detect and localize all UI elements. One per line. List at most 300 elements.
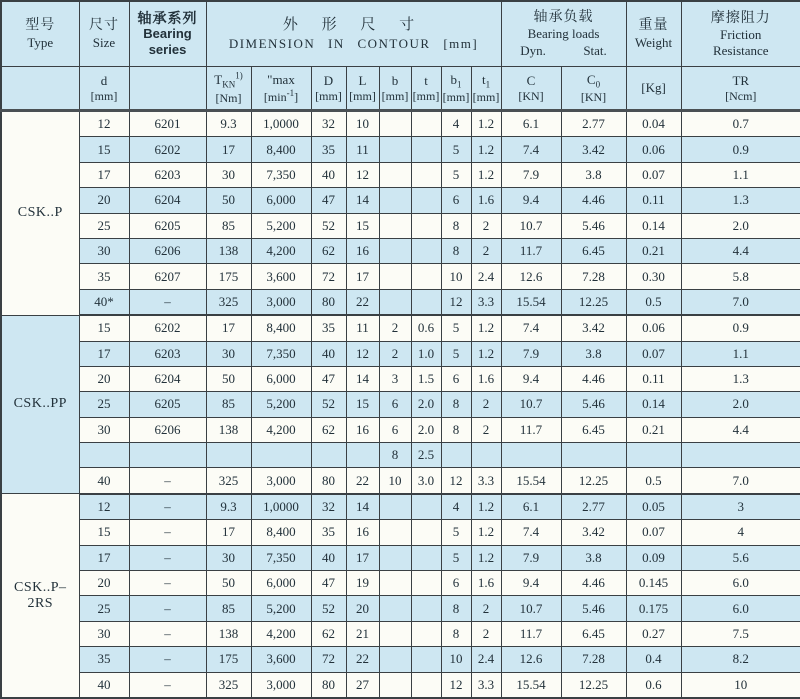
- table-cell: [379, 545, 411, 570]
- table-row: [1, 672, 800, 698]
- table-cell: [311, 443, 346, 468]
- table-cell: 6: [441, 188, 471, 213]
- table-cell: 0.6: [626, 672, 681, 698]
- table-row: [1, 647, 800, 672]
- table-cell: 52: [311, 213, 346, 238]
- table-cell: 4.46: [561, 188, 626, 213]
- table-cell: 8,400: [251, 137, 311, 162]
- table-cell: 7,350: [251, 545, 311, 570]
- table-cell: [379, 520, 411, 545]
- table-cell: 3.8: [561, 341, 626, 366]
- subheader-D: [311, 67, 346, 111]
- table-cell: 4,200: [251, 621, 311, 646]
- subheader-D-symbol: D: [323, 73, 334, 88]
- table-cell: 35: [79, 647, 129, 672]
- table-cell: 0.11: [626, 366, 681, 391]
- subheader-d-unit: [mm]: [90, 88, 118, 103]
- table-cell: 3,000: [251, 672, 311, 698]
- table-cell: [411, 213, 441, 238]
- table-cell: 1.0: [411, 341, 441, 366]
- table-cell: 10: [346, 111, 379, 137]
- table-row: [1, 188, 800, 213]
- table-cell: 2.4: [471, 264, 501, 289]
- table-row: [1, 417, 800, 442]
- table-cell: 72: [311, 647, 346, 672]
- table-cell: 5,200: [251, 213, 311, 238]
- table-cell: 2.0: [411, 417, 441, 442]
- table-cell: 4.4: [681, 238, 800, 263]
- subheader-C0-unit: [KN]: [580, 90, 607, 104]
- table-cell: 6.45: [561, 238, 626, 263]
- table-cell: 17: [79, 162, 129, 187]
- table-cell: 2.77: [561, 111, 626, 137]
- table-cell: 0.30: [626, 264, 681, 289]
- table-cell: [379, 596, 411, 621]
- table-cell: 10: [379, 468, 411, 494]
- table-body: [1, 111, 800, 698]
- table-cell: –: [129, 494, 206, 520]
- table-cell: 0.7: [681, 111, 800, 137]
- subheader-t-symbol: t: [424, 73, 428, 88]
- header-bearing-series: [129, 1, 206, 67]
- table-cell: 7.9: [501, 341, 561, 366]
- table-cell: 2.5: [411, 443, 441, 468]
- table-cell: 0.21: [626, 238, 681, 263]
- table-cell: 1.2: [471, 494, 501, 520]
- table-cell: 5: [441, 137, 471, 162]
- table-cell: 16: [346, 417, 379, 442]
- table-cell: 0.11: [626, 188, 681, 213]
- table-cell: 1.6: [471, 571, 501, 596]
- table-cell: 2: [471, 392, 501, 417]
- table-cell: 2: [379, 315, 411, 341]
- table-cell: [681, 443, 800, 468]
- table-cell: 0.6: [411, 315, 441, 341]
- subheader-t-unit: [mm]: [412, 88, 440, 103]
- table-cell: 10.7: [501, 392, 561, 417]
- table-row: [1, 111, 800, 137]
- table-cell: 3.42: [561, 315, 626, 341]
- table-cell: 11: [346, 315, 379, 341]
- table-cell: 11: [346, 137, 379, 162]
- table-cell: 8.2: [681, 647, 800, 672]
- series-type-label: CSK..P: [1, 111, 79, 316]
- table-cell: 50: [206, 366, 251, 391]
- table-cell: 6205: [129, 392, 206, 417]
- table-row: [1, 341, 800, 366]
- table-cell: 12: [441, 672, 471, 698]
- table-cell: 11.7: [501, 621, 561, 646]
- table-cell: [379, 162, 411, 187]
- table-cell: 6202: [129, 137, 206, 162]
- header-loads-en: Bearing loads: [527, 26, 600, 42]
- subheader-L-unit: [mm]: [349, 88, 376, 103]
- table-cell: 6201: [129, 111, 206, 137]
- header-type-en: Type: [27, 34, 54, 50]
- table-cell: 25: [79, 596, 129, 621]
- table-cell: 4: [681, 520, 800, 545]
- subheader-t1: [471, 67, 501, 111]
- table-cell: 50: [206, 188, 251, 213]
- table-cell: 35: [79, 264, 129, 289]
- header-weight-zh: 重量: [638, 18, 669, 34]
- table-cell: 3,000: [251, 289, 311, 315]
- table-cell: –: [129, 520, 206, 545]
- table-cell: 85: [206, 213, 251, 238]
- table-cell: 1,0000: [251, 111, 311, 137]
- table-cell: [501, 443, 561, 468]
- header-friction-en2: Resistance: [712, 42, 769, 58]
- table-cell: 8,400: [251, 520, 311, 545]
- table-cell: [626, 443, 681, 468]
- table-cell: 40*: [79, 289, 129, 315]
- table-cell: [379, 264, 411, 289]
- table-cell: 6203: [129, 162, 206, 187]
- table-cell: 12.6: [501, 264, 561, 289]
- table-cell: 15: [79, 315, 129, 341]
- table-cell: 6204: [129, 366, 206, 391]
- table-cell: 1.3: [681, 366, 800, 391]
- table-cell: 0.5: [626, 468, 681, 494]
- table-cell: 9.3: [206, 111, 251, 137]
- table-cell: [251, 443, 311, 468]
- table-cell: 80: [311, 289, 346, 315]
- subheader-b1-symbol: $b_1$: [450, 71, 462, 90]
- table-cell: 6203: [129, 341, 206, 366]
- table-cell: 7.4: [501, 315, 561, 341]
- table-cell: 7,350: [251, 341, 311, 366]
- subheader-b-symbol: b: [391, 73, 399, 88]
- subheader-C-unit: [KN]: [518, 88, 544, 103]
- table-cell: 8: [441, 596, 471, 621]
- header-series-zh: 轴承系列: [137, 10, 198, 27]
- table-cell: 10: [441, 264, 471, 289]
- header-loads-dynstat: [502, 43, 626, 59]
- subheader-L: [346, 67, 379, 111]
- table-cell: 0.14: [626, 392, 681, 417]
- table-cell: 3: [379, 366, 411, 391]
- table-row: [1, 621, 800, 646]
- table-cell: 175: [206, 647, 251, 672]
- table-cell: [411, 494, 441, 520]
- table-cell: 0.27: [626, 621, 681, 646]
- table-row: [1, 571, 800, 596]
- table-cell: 3.8: [561, 545, 626, 570]
- table-cell: –: [129, 672, 206, 698]
- table-row: [1, 443, 800, 468]
- table-cell: 0.06: [626, 315, 681, 341]
- table-cell: 5: [441, 341, 471, 366]
- table-cell: 5.46: [561, 596, 626, 621]
- table-cell: [411, 621, 441, 646]
- table-cell: 50: [206, 571, 251, 596]
- table-cell: [411, 137, 441, 162]
- table-row: [1, 468, 800, 494]
- table-cell: 0.06: [626, 137, 681, 162]
- subheader-tkn: [206, 67, 251, 111]
- table-cell: 6.45: [561, 621, 626, 646]
- table-cell: 138: [206, 238, 251, 263]
- subheader-d: [79, 67, 129, 111]
- table-cell: 7.9: [501, 545, 561, 570]
- table-cell: [561, 443, 626, 468]
- table-cell: 8: [441, 621, 471, 646]
- table-cell: –: [129, 545, 206, 570]
- table-cell: 1.2: [471, 111, 501, 137]
- table-cell: 47: [311, 188, 346, 213]
- table-cell: [441, 443, 471, 468]
- table-cell: [206, 443, 251, 468]
- table-cell: 0.145: [626, 571, 681, 596]
- table-cell: 7,350: [251, 162, 311, 187]
- header-bearing-loads: [501, 1, 626, 67]
- table-row: [1, 213, 800, 238]
- table-cell: 3.42: [561, 137, 626, 162]
- table-cell: [379, 571, 411, 596]
- table-cell: 12.25: [561, 468, 626, 494]
- table-cell: 8: [441, 417, 471, 442]
- table-cell: 4,200: [251, 238, 311, 263]
- table-cell: 11.7: [501, 417, 561, 442]
- table-cell: 7.28: [561, 647, 626, 672]
- table-cell: 3.3: [471, 468, 501, 494]
- table-cell: 3: [681, 494, 800, 520]
- header-loads-stat: Stat.: [583, 42, 607, 58]
- subheader-nmax: [251, 67, 311, 111]
- table-cell: 62: [311, 621, 346, 646]
- table-cell: 1.2: [471, 315, 501, 341]
- header-friction: [681, 1, 800, 67]
- table-cell: 15: [346, 213, 379, 238]
- table-cell: 30: [206, 341, 251, 366]
- subheader-tr-symbol: TR: [732, 73, 750, 88]
- table-cell: 3.42: [561, 520, 626, 545]
- subheader-b1-unit: [mm]: [442, 90, 470, 104]
- table-cell: 3.3: [471, 289, 501, 315]
- table-cell: 138: [206, 417, 251, 442]
- table-row: [1, 596, 800, 621]
- table-cell: 1,0000: [251, 494, 311, 520]
- table-cell: 2.0: [411, 392, 441, 417]
- table-cell: 2.4: [471, 647, 501, 672]
- table-cell: 6.0: [681, 571, 800, 596]
- table-cell: 7.0: [681, 468, 800, 494]
- series-type-label: CSK..P–2RS: [1, 494, 79, 698]
- table-cell: 6202: [129, 315, 206, 341]
- table-cell: 7.4: [501, 520, 561, 545]
- table-cell: 47: [311, 366, 346, 391]
- table-cell: 9.4: [501, 366, 561, 391]
- subheader-empty-type: [1, 67, 79, 111]
- table-cell: 12: [346, 341, 379, 366]
- table-cell: 35: [311, 315, 346, 341]
- table-cell: 0.9: [681, 137, 800, 162]
- table-row: [1, 238, 800, 263]
- table-cell: 40: [311, 545, 346, 570]
- table-cell: –: [129, 468, 206, 494]
- table-cell: [411, 289, 441, 315]
- table-cell: 52: [311, 596, 346, 621]
- table-cell: 3,000: [251, 468, 311, 494]
- table-cell: [411, 162, 441, 187]
- table-cell: 25: [79, 213, 129, 238]
- table-cell: 35: [311, 520, 346, 545]
- table-cell: 1.2: [471, 545, 501, 570]
- table-cell: 16: [346, 238, 379, 263]
- subheader-b: [379, 67, 411, 111]
- header-type-zh: 型号: [25, 18, 56, 34]
- table-cell: 30: [79, 238, 129, 263]
- table-cell: 0.07: [626, 520, 681, 545]
- table-row: [1, 162, 800, 187]
- table-cell: [379, 621, 411, 646]
- table-cell: 20: [346, 596, 379, 621]
- table-cell: 30: [206, 545, 251, 570]
- header-type: [1, 1, 79, 67]
- table-cell: 20: [79, 366, 129, 391]
- table-cell: 1.3: [681, 188, 800, 213]
- table-cell: 6206: [129, 238, 206, 263]
- table-cell: 4,200: [251, 417, 311, 442]
- table-cell: 5: [441, 520, 471, 545]
- table-cell: 325: [206, 289, 251, 315]
- table-cell: [411, 571, 441, 596]
- table-cell: 3,600: [251, 264, 311, 289]
- table-cell: 17: [346, 264, 379, 289]
- table-cell: 19: [346, 571, 379, 596]
- table-cell: 8: [441, 213, 471, 238]
- table-cell: 12.25: [561, 672, 626, 698]
- table-cell: 2: [471, 417, 501, 442]
- subheader-kg: [626, 67, 681, 111]
- table-cell: 138: [206, 621, 251, 646]
- header-series-en2: series: [148, 42, 187, 58]
- table-cell: 5.6: [681, 545, 800, 570]
- table-cell: 9.3: [206, 494, 251, 520]
- table-cell: 0.05: [626, 494, 681, 520]
- table-cell: 325: [206, 468, 251, 494]
- table-cell: 32: [311, 111, 346, 137]
- table-cell: 40: [311, 341, 346, 366]
- table-cell: 10.7: [501, 213, 561, 238]
- subheader-b-unit: [mm]: [381, 88, 409, 103]
- header-dimension: [206, 1, 501, 67]
- table-cell: 1.1: [681, 162, 800, 187]
- table-cell: 10.7: [501, 596, 561, 621]
- table-cell: 1.1: [681, 341, 800, 366]
- subheader-t1-unit: [mm]: [472, 90, 500, 104]
- table-cell: 0.21: [626, 417, 681, 442]
- table-cell: 72: [311, 264, 346, 289]
- table-cell: 17: [206, 520, 251, 545]
- table-row: [1, 392, 800, 417]
- subheader-C0-symbol: $C_0$: [586, 71, 601, 90]
- table-cell: [79, 443, 129, 468]
- header-size-zh: 尺寸: [89, 18, 119, 34]
- table-cell: [379, 137, 411, 162]
- table-cell: –: [129, 571, 206, 596]
- table-cell: [411, 188, 441, 213]
- table-cell: 1.2: [471, 137, 501, 162]
- table-cell: 12.25: [561, 289, 626, 315]
- table-cell: 15: [346, 392, 379, 417]
- subheader-t: [411, 67, 441, 111]
- header-friction-zh: 摩擦阻力: [710, 10, 771, 26]
- table-cell: 1.2: [471, 520, 501, 545]
- table-cell: 2: [471, 213, 501, 238]
- table-cell: 7.9: [501, 162, 561, 187]
- table-row: [1, 366, 800, 391]
- table-cell: 3.3: [471, 672, 501, 698]
- table-cell: [411, 111, 441, 137]
- header-size: [79, 1, 129, 67]
- table-cell: [411, 264, 441, 289]
- table-cell: 6.1: [501, 494, 561, 520]
- subheader-nmax-unit: $[\min^{-1}]$: [263, 87, 299, 104]
- header-series-en1: Bearing: [143, 26, 192, 42]
- table-cell: 6: [379, 392, 411, 417]
- table-cell: 15: [79, 520, 129, 545]
- table-cell: 12.6: [501, 647, 561, 672]
- table-cell: 2.0: [681, 213, 800, 238]
- subheader-nmax-symbol: "max: [267, 72, 295, 87]
- series-type-label: CSK..PP: [1, 315, 79, 494]
- table-cell: 3.0: [411, 468, 441, 494]
- table-cell: 4.46: [561, 571, 626, 596]
- table-cell: 4: [441, 494, 471, 520]
- subheader-L-symbol: L: [358, 73, 367, 88]
- table-cell: 0.9: [681, 315, 800, 341]
- table-cell: [379, 111, 411, 137]
- table-cell: 12: [79, 111, 129, 137]
- table-cell: 0.14: [626, 213, 681, 238]
- table-cell: 52: [311, 392, 346, 417]
- header-weight-en: Weight: [634, 34, 673, 50]
- table-cell: 22: [346, 468, 379, 494]
- header-dimension-zh: 外 形 尺 寸: [282, 16, 425, 33]
- subheader-C: [501, 67, 561, 111]
- table-cell: 0.07: [626, 162, 681, 187]
- table-cell: 2.77: [561, 494, 626, 520]
- table-cell: 62: [311, 417, 346, 442]
- table-cell: 80: [311, 672, 346, 698]
- table-cell: 0.09: [626, 545, 681, 570]
- table-cell: [129, 443, 206, 468]
- table-cell: –: [129, 621, 206, 646]
- subheader-C-symbol: C: [526, 73, 536, 88]
- table-cell: 40: [79, 468, 129, 494]
- header-dimension-en: DIMENSION IN CONTOUR [mm]: [228, 36, 479, 52]
- table-cell: 14: [346, 366, 379, 391]
- table-cell: 9.4: [501, 188, 561, 213]
- table-cell: [379, 238, 411, 263]
- table-cell: 21: [346, 621, 379, 646]
- table-cell: –: [129, 289, 206, 315]
- table-cell: [411, 238, 441, 263]
- subheader-t1-symbol: $t_1$: [481, 71, 491, 90]
- table-cell: 5: [441, 315, 471, 341]
- table-cell: [379, 647, 411, 672]
- subheader-b1: [441, 67, 471, 111]
- header-weight: [626, 1, 681, 67]
- table-cell: 12: [79, 494, 129, 520]
- table-header: [1, 1, 800, 111]
- table-cell: 6,000: [251, 188, 311, 213]
- table-cell: –: [129, 647, 206, 672]
- header-loads-zh: 轴承负载: [533, 9, 594, 25]
- table-cell: 6.1: [501, 111, 561, 137]
- table-cell: 1.2: [471, 162, 501, 187]
